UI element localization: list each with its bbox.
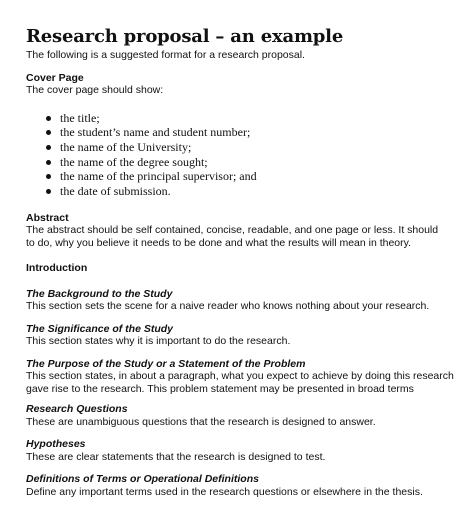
cover-page-heading: Cover Page [26, 71, 84, 84]
list-item: the title; [46, 111, 454, 126]
abstract-line: The abstract should be self contained, concise, readable, and one page or less. It should [26, 224, 439, 237]
section-heading: Definitions of Terms or Operational Definitions [26, 473, 259, 486]
document-title: Research proposal – an example [26, 26, 344, 47]
cover-page-section [26, 72, 454, 199]
intro-text: The following is a suggested format for a research proposal. [26, 49, 305, 61]
section-text: These are unambiguous questions that the research is designed to answer. [26, 415, 376, 428]
cover-page-list [26, 111, 454, 199]
section-text: This section sets the scene for a naive reader who knows nothing about your research. [26, 300, 430, 313]
section-text: This section states, in about a paragraph, what you expect to achieve by doing this research [26, 370, 454, 383]
abstract-line: to do, why you believe it needs to be done and what the results will mean in theory. [26, 236, 412, 249]
definitions-section [26, 473, 454, 498]
section-heading: Hypotheses [26, 438, 86, 451]
list-item: the student’s name and student number; [46, 125, 454, 140]
purpose-section [26, 358, 454, 396]
section-text: Define any important terms used in the research questions or elsewhere in the thesis. [26, 485, 423, 498]
list-item: the name of the principal supervisor; and [46, 169, 454, 184]
research-questions-section [26, 403, 454, 428]
list-item: the date of submission. [46, 184, 454, 199]
section-text: These are clear statements that the research is designed to test. [26, 450, 326, 463]
significance-section [26, 323, 454, 348]
section-text: This section states why it is important to do the research. [26, 335, 291, 348]
section-text: gave rise to the research. This problem statement may be presented in broad terms [26, 382, 414, 395]
section-heading: Research Questions [26, 403, 128, 416]
section-heading: The Background to the Study [26, 287, 173, 300]
hypotheses-section [26, 438, 454, 463]
abstract-section [26, 212, 454, 250]
background-section [26, 288, 454, 313]
abstract-heading: Abstract [26, 211, 69, 224]
list-item: the name of the degree sought; [46, 155, 454, 170]
list-item: the name of the University; [46, 140, 454, 155]
introduction-heading: Introduction [26, 262, 88, 275]
cover-page-lead: The cover page should show: [26, 84, 164, 96]
section-heading: The Purpose of the Study or a Statement of the Problem [26, 357, 306, 370]
section-heading: The Significance of the Study [26, 322, 174, 335]
